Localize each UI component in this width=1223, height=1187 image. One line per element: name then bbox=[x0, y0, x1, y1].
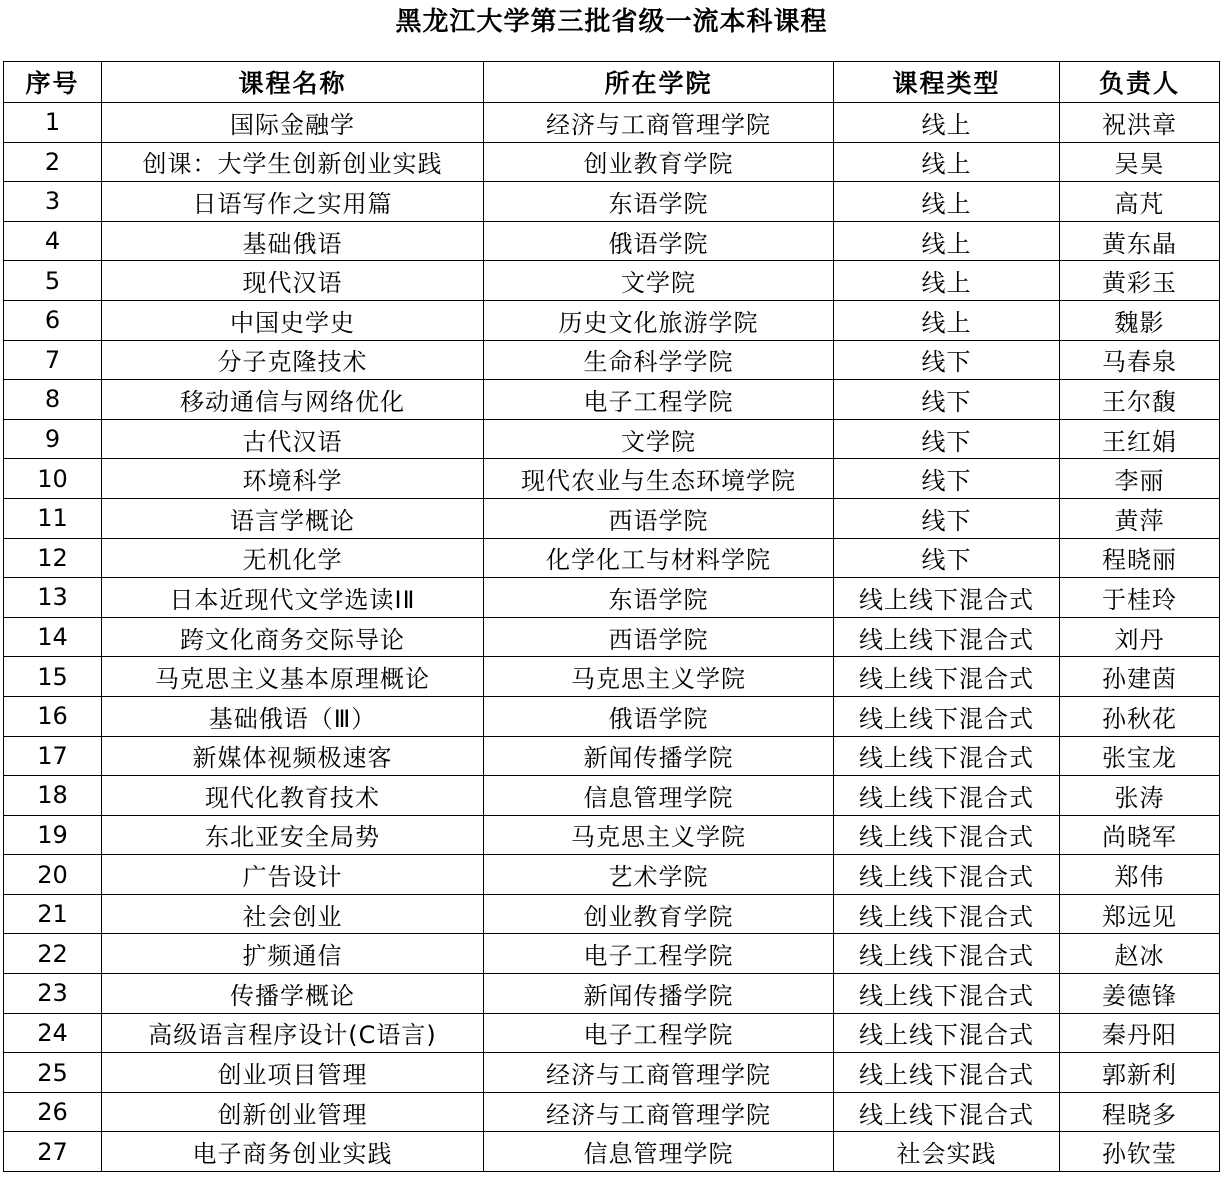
cell-index: 1 bbox=[4, 103, 102, 143]
cell-instructor: 魏影 bbox=[1060, 300, 1220, 340]
cell-index: 9 bbox=[4, 419, 102, 459]
cell-course-type: 线下 bbox=[834, 340, 1060, 380]
cell-instructor: 祝洪章 bbox=[1060, 103, 1220, 143]
cell-college: 电子工程学院 bbox=[484, 1013, 834, 1053]
cell-index: 8 bbox=[4, 380, 102, 420]
cell-college: 新闻传播学院 bbox=[484, 736, 834, 776]
cell-course-type: 线上线下混合式 bbox=[834, 894, 1060, 934]
cell-instructor: 黄东晶 bbox=[1060, 221, 1220, 261]
cell-course-type: 线上线下混合式 bbox=[834, 1053, 1060, 1093]
cell-instructor: 姜德锋 bbox=[1060, 974, 1220, 1014]
table-row bbox=[4, 617, 1220, 657]
cell-college: 经济与工商管理学院 bbox=[484, 1092, 834, 1132]
cell-instructor: 刘丹 bbox=[1060, 617, 1220, 657]
cell-index: 2 bbox=[4, 142, 102, 182]
cell-course-type: 线上线下混合式 bbox=[834, 974, 1060, 1014]
cell-college: 西语学院 bbox=[484, 617, 834, 657]
cell-course-name: 国际金融学 bbox=[102, 103, 484, 143]
cell-instructor: 吴昊 bbox=[1060, 142, 1220, 182]
cell-course-type: 线上线下混合式 bbox=[834, 1092, 1060, 1132]
header-course-type: 课程类型 bbox=[834, 62, 1060, 103]
cell-index: 24 bbox=[4, 1013, 102, 1053]
table-row bbox=[4, 459, 1220, 499]
cell-course-type: 线上线下混合式 bbox=[834, 578, 1060, 618]
cell-instructor: 郭新利 bbox=[1060, 1053, 1220, 1093]
cell-college: 艺术学院 bbox=[484, 855, 834, 895]
table-row bbox=[4, 103, 1220, 143]
cell-college: 化学化工与材料学院 bbox=[484, 538, 834, 578]
cell-course-type: 线下 bbox=[834, 459, 1060, 499]
cell-college: 东语学院 bbox=[484, 182, 834, 222]
cell-index: 18 bbox=[4, 776, 102, 816]
header-instructor: 负责人 bbox=[1060, 62, 1220, 103]
cell-course-name: 创业项目管理 bbox=[102, 1053, 484, 1093]
cell-college: 生命科学学院 bbox=[484, 340, 834, 380]
table-row bbox=[4, 657, 1220, 697]
cell-course-name: 现代汉语 bbox=[102, 261, 484, 301]
cell-index: 23 bbox=[4, 974, 102, 1014]
cell-course-name: 基础俄语（Ⅲ） bbox=[102, 696, 484, 736]
table-row bbox=[4, 776, 1220, 816]
table-row bbox=[4, 182, 1220, 222]
cell-college: 创业教育学院 bbox=[484, 142, 834, 182]
cell-course-name: 创新创业管理 bbox=[102, 1092, 484, 1132]
cell-college: 西语学院 bbox=[484, 498, 834, 538]
table-body bbox=[4, 103, 1220, 1172]
table-row bbox=[4, 855, 1220, 895]
cell-index: 16 bbox=[4, 696, 102, 736]
table-row bbox=[4, 419, 1220, 459]
cell-instructor: 郑伟 bbox=[1060, 855, 1220, 895]
cell-course-name: 马克思主义基本原理概论 bbox=[102, 657, 484, 697]
header-college: 所在学院 bbox=[484, 62, 834, 103]
cell-college: 俄语学院 bbox=[484, 221, 834, 261]
cell-course-type: 线下 bbox=[834, 419, 1060, 459]
cell-index: 13 bbox=[4, 578, 102, 618]
cell-course-name: 跨文化商务交际导论 bbox=[102, 617, 484, 657]
cell-course-type: 线上 bbox=[834, 221, 1060, 261]
cell-course-type: 线上 bbox=[834, 182, 1060, 222]
cell-college: 电子工程学院 bbox=[484, 380, 834, 420]
cell-college: 电子工程学院 bbox=[484, 934, 834, 974]
cell-instructor: 王红娟 bbox=[1060, 419, 1220, 459]
cell-course-name: 古代汉语 bbox=[102, 419, 484, 459]
cell-course-type: 线上 bbox=[834, 300, 1060, 340]
header-index: 序号 bbox=[4, 62, 102, 103]
cell-course-type: 线上 bbox=[834, 261, 1060, 301]
cell-college: 俄语学院 bbox=[484, 696, 834, 736]
cell-course-name: 无机化学 bbox=[102, 538, 484, 578]
cell-index: 6 bbox=[4, 300, 102, 340]
cell-course-name: 移动通信与网络优化 bbox=[102, 380, 484, 420]
table-row bbox=[4, 815, 1220, 855]
cell-course-type: 线下 bbox=[834, 498, 1060, 538]
cell-instructor: 赵冰 bbox=[1060, 934, 1220, 974]
cell-course-name: 扩频通信 bbox=[102, 934, 484, 974]
cell-college: 东语学院 bbox=[484, 578, 834, 618]
cell-course-type: 线上线下混合式 bbox=[834, 776, 1060, 816]
table-row bbox=[4, 340, 1220, 380]
cell-course-type: 社会实践 bbox=[834, 1132, 1060, 1172]
cell-course-name: 中国史学史 bbox=[102, 300, 484, 340]
cell-course-type: 线上 bbox=[834, 142, 1060, 182]
cell-college: 现代农业与生态环境学院 bbox=[484, 459, 834, 499]
cell-course-name: 社会创业 bbox=[102, 894, 484, 934]
cell-course-type: 线上线下混合式 bbox=[834, 657, 1060, 697]
cell-index: 4 bbox=[4, 221, 102, 261]
cell-index: 17 bbox=[4, 736, 102, 776]
cell-course-name: 新媒体视频极速客 bbox=[102, 736, 484, 776]
cell-index: 11 bbox=[4, 498, 102, 538]
table-row bbox=[4, 1132, 1220, 1172]
cell-index: 5 bbox=[4, 261, 102, 301]
cell-course-type: 线上线下混合式 bbox=[834, 736, 1060, 776]
table-row bbox=[4, 696, 1220, 736]
table-row bbox=[4, 221, 1220, 261]
cell-course-type: 线上线下混合式 bbox=[834, 1013, 1060, 1053]
cell-college: 经济与工商管理学院 bbox=[484, 1053, 834, 1093]
cell-instructor: 张宝龙 bbox=[1060, 736, 1220, 776]
table-row bbox=[4, 300, 1220, 340]
cell-index: 27 bbox=[4, 1132, 102, 1172]
cell-course-type: 线下 bbox=[834, 538, 1060, 578]
cell-course-name: 语言学概论 bbox=[102, 498, 484, 538]
cell-college: 历史文化旅游学院 bbox=[484, 300, 834, 340]
cell-course-name: 环境科学 bbox=[102, 459, 484, 499]
cell-index: 15 bbox=[4, 657, 102, 697]
cell-index: 21 bbox=[4, 894, 102, 934]
cell-instructor: 高芃 bbox=[1060, 182, 1220, 222]
cell-course-name: 广告设计 bbox=[102, 855, 484, 895]
cell-college: 文学院 bbox=[484, 419, 834, 459]
cell-index: 10 bbox=[4, 459, 102, 499]
cell-college: 创业教育学院 bbox=[484, 894, 834, 934]
cell-instructor: 郑远见 bbox=[1060, 894, 1220, 934]
cell-course-name: 现代化教育技术 bbox=[102, 776, 484, 816]
cell-index: 20 bbox=[4, 855, 102, 895]
table-header-row bbox=[4, 62, 1220, 103]
cell-course-type: 线上线下混合式 bbox=[834, 617, 1060, 657]
cell-instructor: 孙建茵 bbox=[1060, 657, 1220, 697]
cell-instructor: 王尔馥 bbox=[1060, 380, 1220, 420]
cell-instructor: 孙钦莹 bbox=[1060, 1132, 1220, 1172]
table-row bbox=[4, 142, 1220, 182]
cell-instructor: 尚晓军 bbox=[1060, 815, 1220, 855]
course-table bbox=[3, 61, 1220, 1172]
cell-instructor: 黄萍 bbox=[1060, 498, 1220, 538]
table-row bbox=[4, 538, 1220, 578]
cell-course-type: 线上 bbox=[834, 103, 1060, 143]
cell-course-name: 分子克隆技术 bbox=[102, 340, 484, 380]
table-row bbox=[4, 261, 1220, 301]
cell-college: 马克思主义学院 bbox=[484, 657, 834, 697]
cell-index: 7 bbox=[4, 340, 102, 380]
table-row bbox=[4, 498, 1220, 538]
cell-instructor: 李丽 bbox=[1060, 459, 1220, 499]
cell-college: 信息管理学院 bbox=[484, 776, 834, 816]
cell-course-name: 基础俄语 bbox=[102, 221, 484, 261]
table-row bbox=[4, 380, 1220, 420]
cell-instructor: 秦丹阳 bbox=[1060, 1013, 1220, 1053]
cell-index: 25 bbox=[4, 1053, 102, 1093]
cell-college: 经济与工商管理学院 bbox=[484, 103, 834, 143]
table-row bbox=[4, 736, 1220, 776]
cell-course-type: 线上线下混合式 bbox=[834, 934, 1060, 974]
cell-course-type: 线上线下混合式 bbox=[834, 696, 1060, 736]
cell-instructor: 程晓多 bbox=[1060, 1092, 1220, 1132]
cell-course-name: 日语写作之实用篇 bbox=[102, 182, 484, 222]
cell-college: 文学院 bbox=[484, 261, 834, 301]
cell-course-type: 线上线下混合式 bbox=[834, 815, 1060, 855]
cell-course-name: 高级语言程序设计(C语言) bbox=[102, 1013, 484, 1053]
cell-instructor: 张涛 bbox=[1060, 776, 1220, 816]
cell-index: 22 bbox=[4, 934, 102, 974]
table-row bbox=[4, 934, 1220, 974]
document-title: 黑龙江大学第三批省级一流本科课程 bbox=[395, 7, 828, 37]
table-row bbox=[4, 974, 1220, 1014]
cell-college: 信息管理学院 bbox=[484, 1132, 834, 1172]
table-row bbox=[4, 578, 1220, 618]
cell-college: 马克思主义学院 bbox=[484, 815, 834, 855]
cell-index: 3 bbox=[4, 182, 102, 222]
header-course-name: 课程名称 bbox=[102, 62, 484, 103]
cell-course-type: 线下 bbox=[834, 380, 1060, 420]
cell-course-name: 日本近现代文学选读ⅠⅡ bbox=[102, 578, 484, 618]
cell-course-name: 电子商务创业实践 bbox=[102, 1132, 484, 1172]
cell-course-name: 东北亚安全局势 bbox=[102, 815, 484, 855]
cell-course-type: 线上线下混合式 bbox=[834, 855, 1060, 895]
cell-instructor: 马春泉 bbox=[1060, 340, 1220, 380]
cell-index: 14 bbox=[4, 617, 102, 657]
table-row bbox=[4, 1013, 1220, 1053]
cell-index: 12 bbox=[4, 538, 102, 578]
table-row bbox=[4, 1053, 1220, 1093]
table-row bbox=[4, 1092, 1220, 1132]
cell-instructor: 程晓丽 bbox=[1060, 538, 1220, 578]
cell-index: 26 bbox=[4, 1092, 102, 1132]
cell-instructor: 孙秋花 bbox=[1060, 696, 1220, 736]
cell-index: 19 bbox=[4, 815, 102, 855]
cell-instructor: 于桂玲 bbox=[1060, 578, 1220, 618]
table-row bbox=[4, 894, 1220, 934]
cell-college: 新闻传播学院 bbox=[484, 974, 834, 1014]
cell-course-name: 传播学概论 bbox=[102, 974, 484, 1014]
cell-course-name: 创课：大学生创新创业实践 bbox=[102, 142, 484, 182]
cell-instructor: 黄彩玉 bbox=[1060, 261, 1220, 301]
